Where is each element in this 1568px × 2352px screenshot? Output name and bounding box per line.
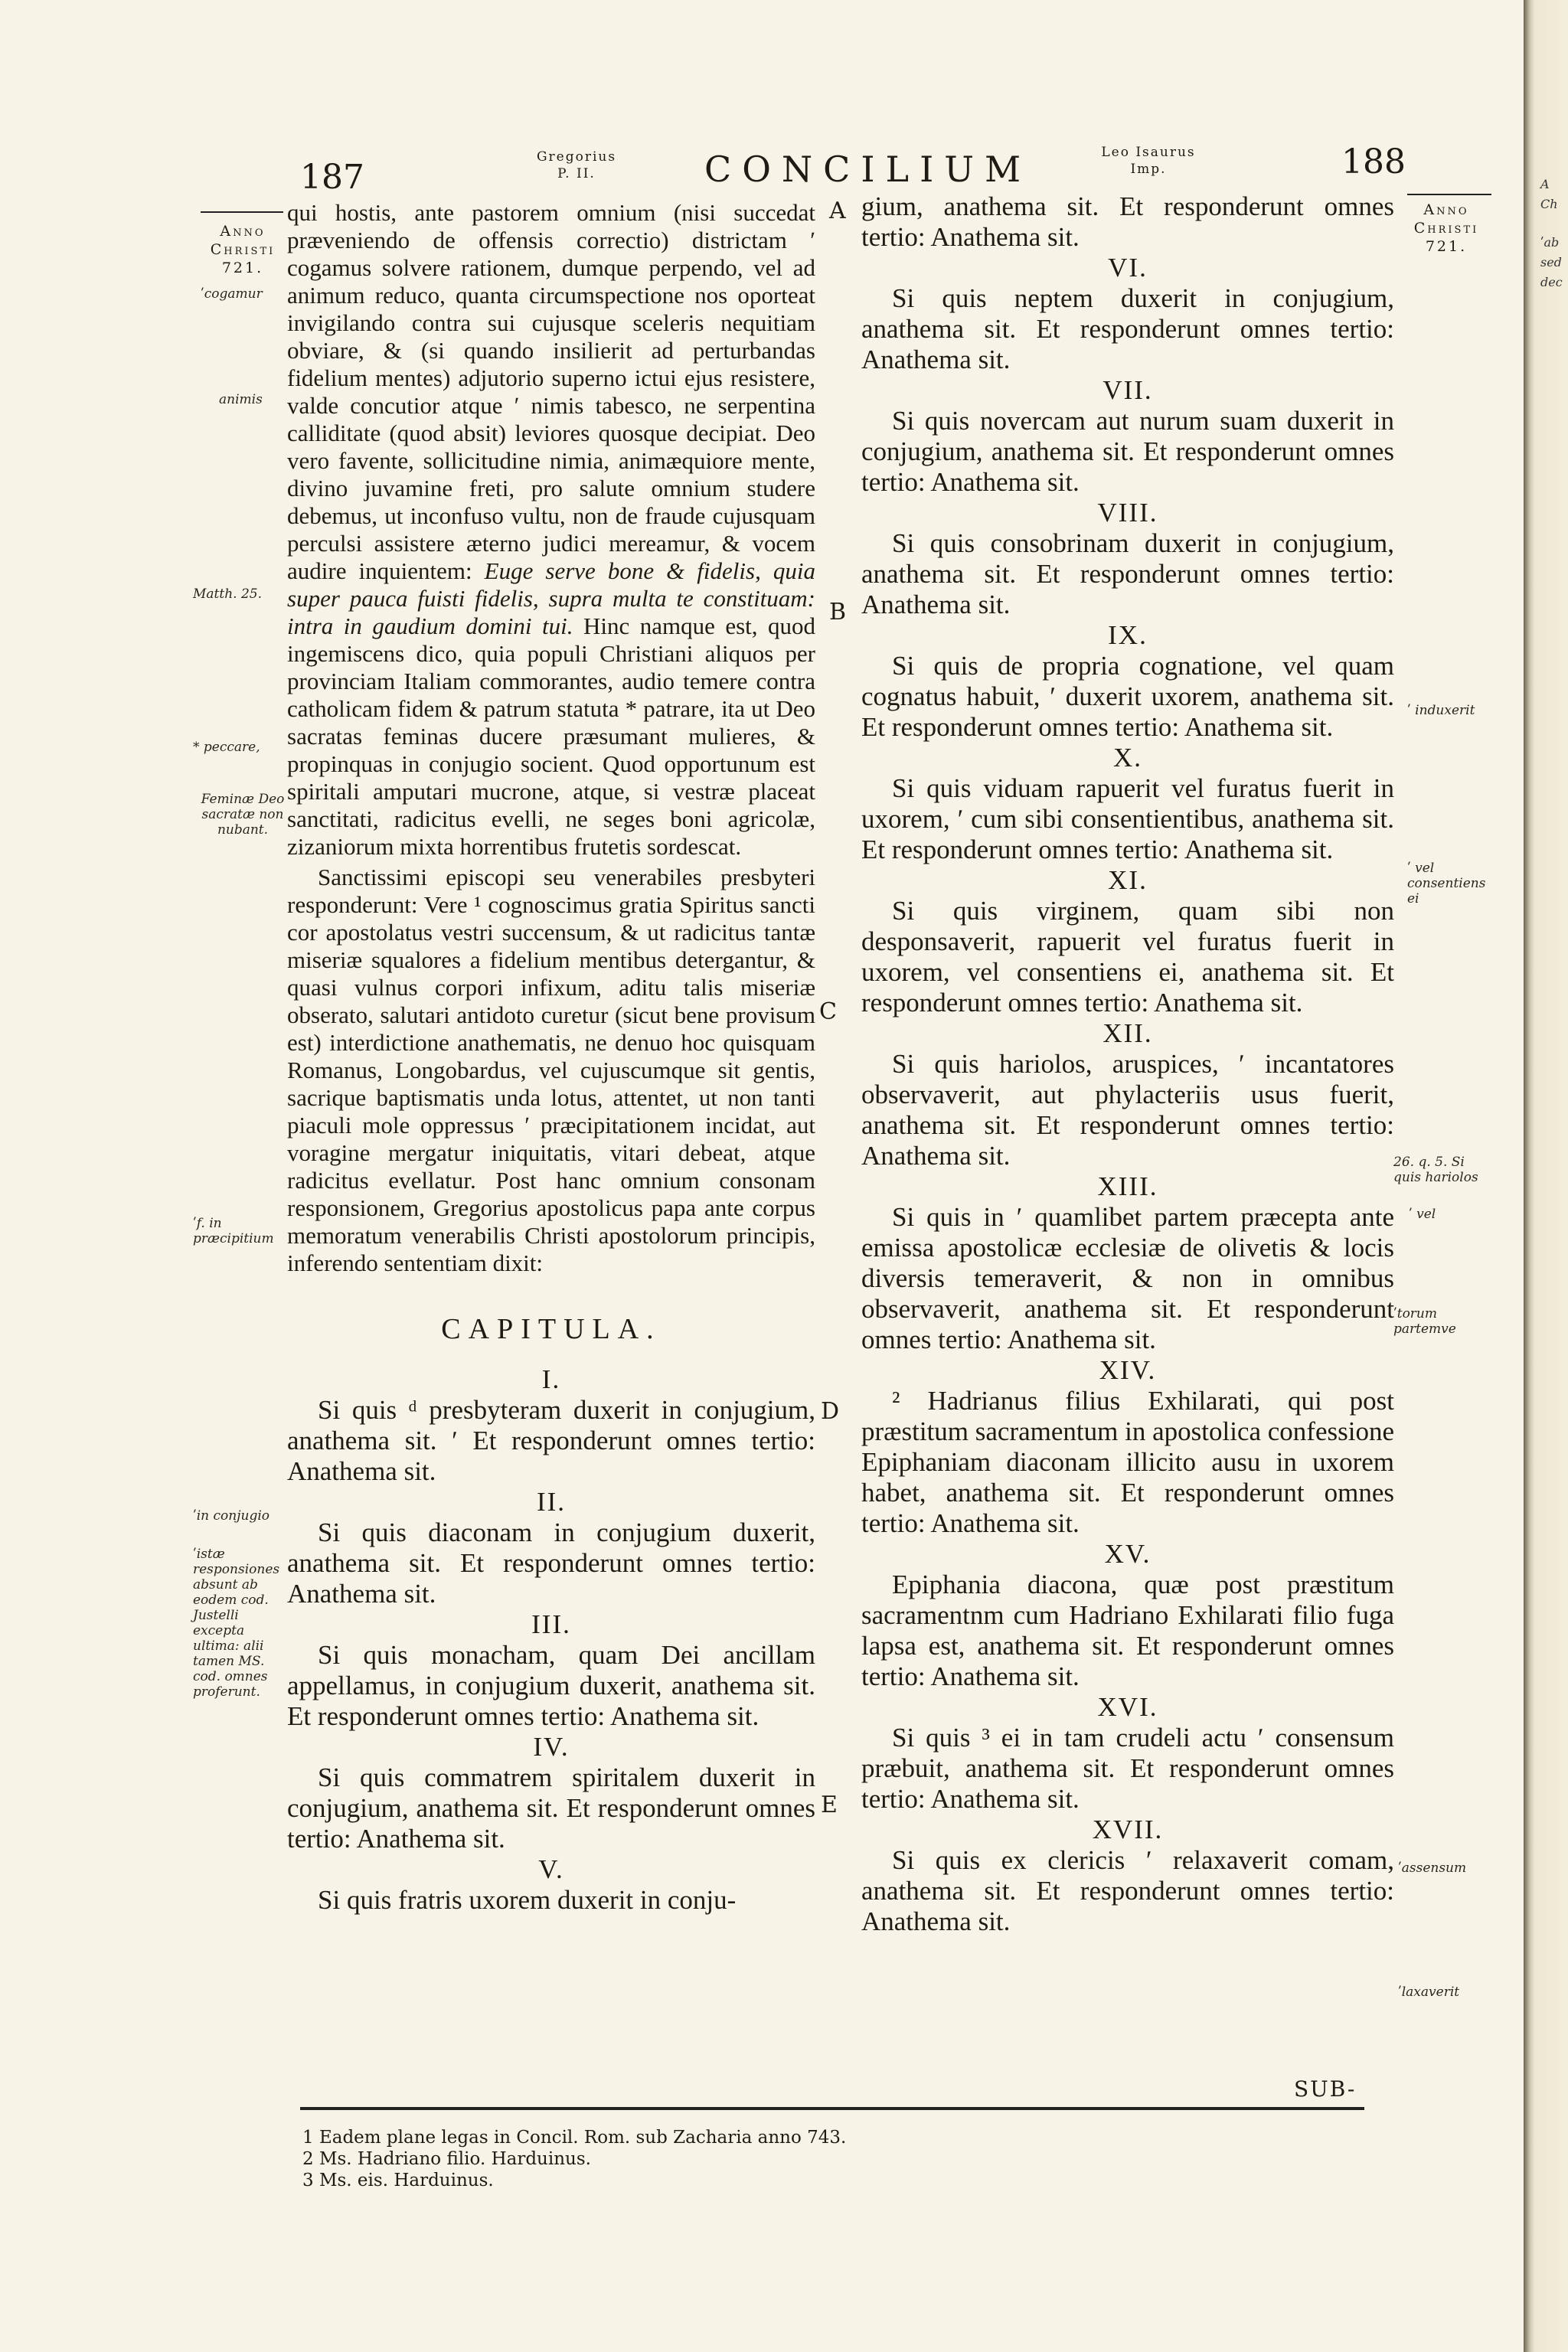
book-spine-edge	[1524, 0, 1568, 2352]
canon-number-7: VII.	[1102, 375, 1153, 405]
canon-number-5: V.	[538, 1854, 564, 1884]
canon-number-2: II.	[536, 1487, 567, 1517]
canon-number-11: XI.	[1108, 865, 1148, 895]
canon-text-2: Si quis diaconam in conjugium duxerit, anathema sit. Et responderunt omnes tertio: Anathema sit.	[287, 1517, 815, 1609]
year-note-right: Anno Christi 721.	[1413, 201, 1479, 255]
canon-number-13: XIII.	[1097, 1171, 1158, 1201]
right-running-head-top: Leo Isaurus	[1101, 145, 1196, 160]
margin-note-vel: ʹ vel	[1409, 1207, 1436, 1222]
section-letter-c: C	[819, 998, 837, 1025]
year-note-left: Anno Christi 721.	[210, 223, 276, 276]
canon-text-8: Si quis consobrinam duxerit in conjugium, anathema sit. Et responderunt omnes tertio: Anathema sit.	[861, 528, 1394, 619]
margin-note-peccare: * peccare,	[193, 740, 260, 755]
canon-number-17: XVII.	[1092, 1815, 1164, 1844]
canon-text-13: Si quis in ʹ quamlibet partem præcepta ante emissa apostolicæ ecclesiæ de olivetis & locis diversis temeraverit, & non in omnibus observaverit, anathema sit. Et responderunt omnes tertio: Anathema sit.	[861, 1202, 1394, 1354]
canon-number-8: VIII.	[1097, 498, 1158, 528]
section-letter-e: E	[821, 1792, 838, 1818]
canon-text-7: Si quis novercam aut nurum suam duxerit in conjugium, anathema sit. Et responderunt omnes tertio: Anathema sit.	[861, 406, 1394, 497]
margin-note-istae-responsiones: ʹistæ responsiones absunt ab eodem cod. Justelli excepta ultima: alii tamen MS. cod. omnes proferunt.	[193, 1547, 280, 1700]
canon-number-6: VI.	[1108, 253, 1148, 283]
margin-note-vel-consentiens: ʹ vel consentiens ei	[1407, 861, 1486, 906]
spine-fragment-4: sed	[1540, 255, 1562, 270]
canon-number-3: III.	[531, 1609, 571, 1639]
canon-text-17: Si quis ex clericis ʹ relaxaverit comam, anathema sit. Et responderunt omnes tertio: Anathema sit.	[861, 1845, 1394, 1936]
left-paragraph-1	[287, 199, 815, 861]
left-column	[287, 199, 815, 1916]
canon-text-1: Si quis ᵈ presbyteram duxerit in conjugium, anathema sit. ʹ Et responderunt omnes tertio: Anathema sit.	[287, 1395, 815, 1486]
left-margin-rule	[201, 211, 283, 213]
right-column	[861, 191, 1394, 1937]
margin-note-laxaverit: ʹlaxaverit	[1398, 1984, 1460, 2000]
right-continuation: gium, anathema sit. Et responderunt omnes tertio: Anathema sit.	[861, 191, 1394, 252]
footnote-rule	[300, 2107, 1364, 2110]
margin-note-torum: ʹtorum partemve	[1393, 1306, 1456, 1337]
margin-note-induxerit: ʹ induxerit	[1407, 703, 1475, 718]
section-letter-a: A	[829, 198, 846, 224]
left-paragraph-2: Sanctissimi episcopi seu venerabiles presbyteri responderunt: Vere ¹ cognoscimus gratia Spiritus sancti cor apostolatus vestri succensum, & ut radicitus tantæ miseriæ squalores a fidelium mentibus detergantur, & quasi vulnus corpori infixum, aditu talis miseriæ obserato, salutari antidoto curetur (sicut bene provisum est) interdictione anathematis, ne denuo hoc quisquam Romanus, Longobardus, vel cujuscumque sit gentis, sacrique baptismatis unda lotus, attentet, ut non tanti piaculi mole oppressus ʹ præcipitationem incidat, aut voragine mergatur iniquitatis, vitari debeat, atque radicitus evellatur. Post hanc omnium consonam responsionem, Gregorius apostolicus papa ante corpus memoratum venerabilis Christi apostolorum principis, inferendo sententiam dixit:	[287, 864, 815, 1276]
spine-fragment-5: dec	[1540, 275, 1563, 289]
left-running-head-top: Gregorius	[536, 149, 617, 165]
margin-note-cogamur: ʹcogamur	[201, 286, 263, 302]
canon-text-6: Si quis neptem duxerit in conjugium, anathema sit. Et responderunt omnes tertio: Anathema sit.	[861, 283, 1394, 374]
footnotes	[302, 2127, 846, 2191]
spine-fragment-2: Ch	[1540, 197, 1558, 211]
spine-fragment-3: ʹab	[1540, 235, 1560, 250]
canon-number-14: XIV.	[1099, 1355, 1157, 1385]
canon-number-9: IX.	[1108, 620, 1148, 650]
canon-number-4: IV.	[533, 1732, 570, 1762]
section-letter-d: D	[821, 1398, 840, 1425]
margin-note-feminae: Feminæ Deo sacratæ non nubant.	[201, 792, 285, 838]
canon-text-9: Si quis de propria cognatione, vel quam cognatus habuit, ʹ duxerit uxorem, anathema sit. Et responderunt omnes tertio: Anathema sit.	[861, 651, 1394, 742]
scripture-quote: Euge serve bone & fidelis, quia super pauca fuisti fidelis, supra multa te constituam: intra in gaudium domini tui.	[287, 557, 815, 639]
capitula-heading: CAPITULA.	[441, 1313, 662, 1345]
canon-number-10: X.	[1112, 743, 1143, 773]
footnote-1: 1 Eadem plane legas in Concil. Rom. sub Zacharia anno 743.	[302, 2128, 847, 2148]
left-running-head-bottom: P. II.	[557, 166, 596, 181]
canon-text-10: Si quis viduam rapuerit vel furatus fuerit in uxorem, ʹ cum sibi consentientibus, anathema sit. Et responderunt omnes tertio: Anathema sit.	[861, 773, 1394, 864]
canon-number-1: I.	[541, 1364, 561, 1394]
canon-text-11: Si quis virginem, quam sibi non desponsaverit, rapuerit vel furatus fuerit in uxorem, vel consentiens ei, anathema sit. Et responderunt omnes tertio: Anathema sit.	[861, 896, 1394, 1018]
catchword: SUB-	[1294, 2076, 1357, 2102]
canon-text-14: ² Hadrianus filius Exhilarati, qui post præstitum sacramentum in apostolica confessione Epiphaniam diaconam illicito ausu in uxorem habet, anathema sit. Et responderunt omnes tertio: Anathema sit.	[861, 1386, 1394, 1538]
canon-text-16: Si quis ³ ei in tam crudeli actu ʹ consensum præbuit, anathema sit. Et responderunt omnes tertio: Anathema sit.	[861, 1723, 1394, 1814]
canon-text-5: Si quis fratris uxorem duxerit in conju-	[318, 1885, 737, 1915]
footnote-3: 3 Ms. eis. Harduinus.	[302, 2171, 494, 2190]
section-letter-b: B	[829, 599, 847, 626]
margin-note-in-conjugio: ʹin conjugio	[193, 1508, 270, 1524]
canon-text-12: Si quis hariolos, aruspices, ʹ incantatores observaverit, aut phylacteriis usus fuerit, anathema sit. Et responderunt omnes tertio: Anathema sit.	[861, 1049, 1394, 1171]
right-page-number: 188	[1341, 142, 1406, 181]
page-header	[0, 138, 1568, 199]
right-margin-rule	[1407, 194, 1491, 195]
margin-note-matth: Matth. 25.	[193, 586, 262, 602]
left-page-number: 187	[300, 158, 364, 197]
left-paragraph-1-end: Hinc namque est, quod ingemiscens dico, quia populi Christiani aliquos per provinciam Italiam commorantes, audio temere contra catholicam fidem & patrum statuta * patrare, ita ut Deo sacratas feminas ducere præsumant mulieres, & propinquas in conjugio socient. Quod opportunum est spiritali amputari mucrone, atque, si vestræ placeat sanctitati, radicitus evelli, ne seges boni agricolæ, zizaniorum mixta horrentibus frutetis sordescat.	[287, 612, 816, 860]
footnote-2: 2 Ms. Hadriano filio. Harduinus.	[302, 2149, 591, 2169]
canon-number-12: XII.	[1102, 1018, 1153, 1048]
canon-text-3: Si quis monacham, quam Dei ancillam appellamus, in conjugium duxerit, anathema sit. Et responderunt omnes tertio: Anathema sit.	[287, 1640, 815, 1731]
margin-note-animis: animis	[219, 392, 263, 407]
left-paragraph-1-text: qui hostis, ante pastorem omnium (nisi succedat præveniendo de offensis correctio) districtam ʹ cogamus solvere rationem, dumque perpendo, vel ad animum reduco, quanta circumspectione nos oporteat invigilando contra sui cujusque sceleris nequitiam obviare, & (si quando insilierit ad perturbandas fidelium mentes) adjutorio superno ictui ejus resistere, valde concutior atque ʹ nimis tabesco, ne serpentina calliditate (quod absit) leviores quosque decipiat. Deo vero favente, sollicitudine nimia, animæquiore mente, divino juvamine freti, pro salute omnium studere debemus, ut inconfuso vultu, non de fraude cujusquam perculsi assistere æterno judici mereamur, & vocem audire inquientem:	[287, 199, 815, 584]
canon-number-16: XVI.	[1097, 1692, 1158, 1722]
spine-fragment-1: A	[1540, 177, 1550, 191]
canon-text-4: Si quis commatrem spiritalem duxerit in conjugium, anathema sit. Et responderunt omnes tertio: Anathema sit.	[287, 1762, 815, 1854]
margin-note-praecipitium: ʹf. in præcipitium	[193, 1216, 274, 1246]
canon-text-15: Epiphania diacona, quæ post præstitum sacramentnm cum Hadriano Exhilarati filio fuga lapsa est, anathema sit. Et responderunt omnes tertio: Anathema sit.	[861, 1570, 1394, 1691]
margin-note-assensum: ʹassensum	[1398, 1860, 1467, 1876]
margin-note-hariolos: 26. q. 5. Si quis hariolos	[1393, 1155, 1478, 1185]
page-title: CONCILIUM	[704, 149, 1032, 190]
right-running-head-bottom: Imp.	[1130, 162, 1167, 177]
canon-number-15: XV.	[1104, 1539, 1152, 1569]
